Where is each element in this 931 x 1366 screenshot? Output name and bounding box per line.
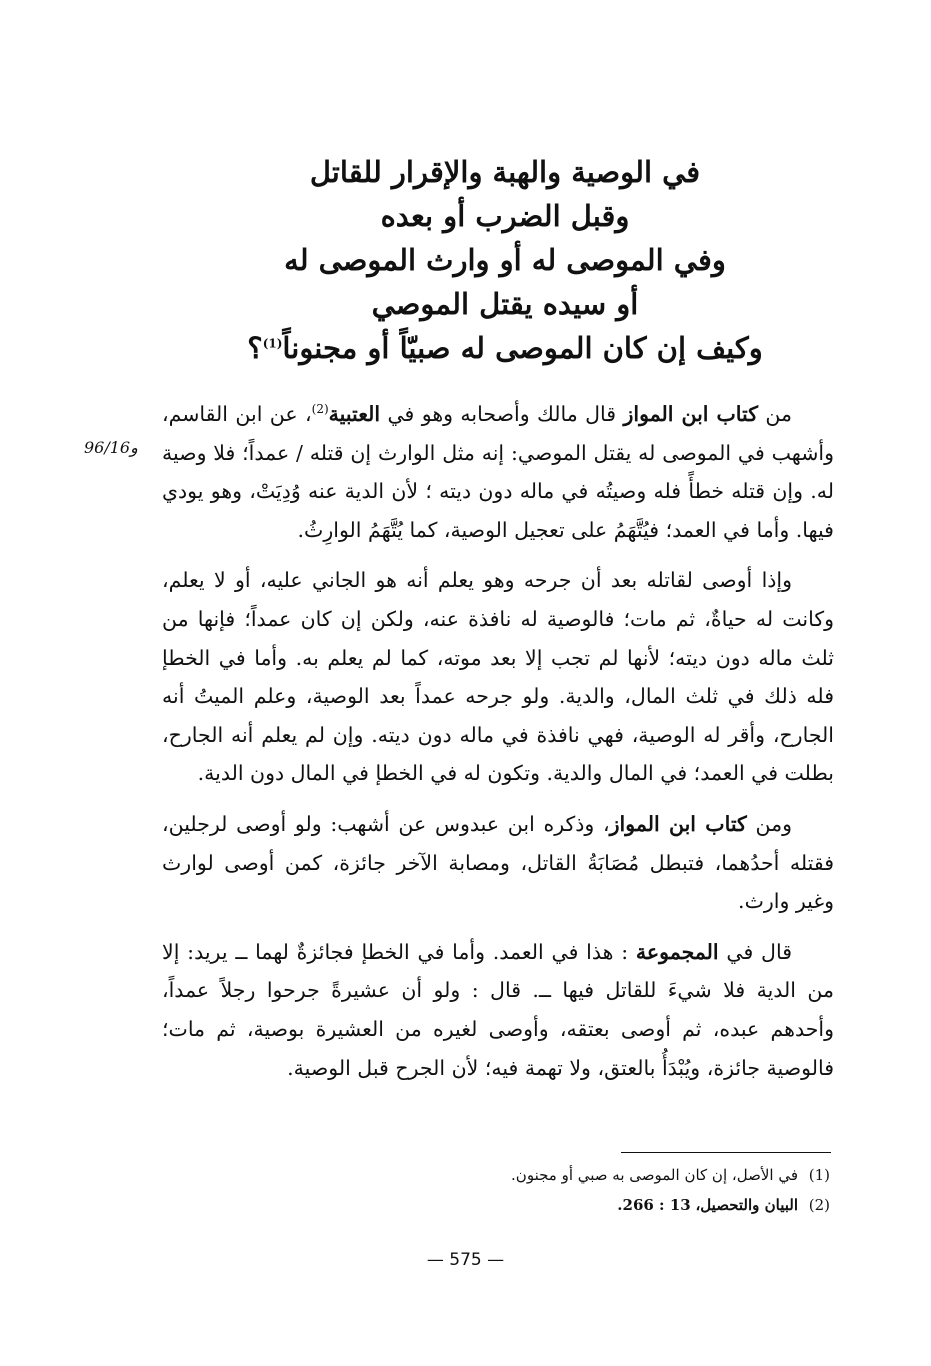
margin-folio-note: 96/16و [84, 438, 138, 457]
title-line-4: أو سيده يقتل الموصي [371, 287, 639, 321]
p4-bold-source: المجموعة [635, 939, 719, 964]
footnote-2 [400, 1190, 830, 1220]
body-text [162, 395, 834, 1099]
footnote-separator [621, 1152, 831, 1153]
p3-bold-source: كتاب ابن المواز [609, 811, 747, 836]
paragraph-2: وإذا أوصى لقاتله بعد أن جرحه وهو يعلم أنه هو الجاني عليه، أو لا يعلم، وكانت له حياةٌ، ثم مات؛ فالوصية له نافذة عنه، ولكن إن كان عمداً؛ فإنها من ثلث ماله دون ديته؛ لأنها لم تجب إلا بعد موته، كما لم يعلم به. وأما في الخطإ فله ذلك في ثلث المال، والدية. ولو جرحه عمداً بعد الوصية، وعلم الميتُ أنه الجارح، وأقر له الوصية، فهي نافذة في ماله دون ديته. وإن لم يعلم أنه الجارح، بطلت في العمد؛ في المال والدية. وتكون له في الخطإ في المال دون الدية. [162, 568, 834, 786]
footnote-2-number: (2) [808, 1196, 830, 1214]
footnote-1-number: (1) [808, 1166, 830, 1184]
title-line-2: وقبل الضرب أو بعده [380, 199, 630, 233]
paragraph-4 [162, 933, 834, 1087]
footnote-2-source: البيان والتحصيل، [695, 1196, 798, 1214]
p4-text-2: : هذا في العمد. وأما في الخطإ فجائزةٌ لهما ــ يريد: إلا من الدية فلا شيءَ للقاتل فيها ــ. قال : ولو أن عشيرةً جرحوا رجلاً عمداً، وأحدهم عبده، ثم أوصى بعتقه، وأوصى لغيره من العشيرة بوصية، ثم مات؛ فالوصية جائزة، ويُبْدَأُ بالعتق، ولا تهمة فيه؛ لأن الجرح قبل الوصية. [162, 939, 834, 1080]
footnote-1-text: في الأصل، إن كان الموصى به صبي أو مجنون. [511, 1166, 798, 1184]
title-line-1: في الوصية والهبة والإقرار للقاتل [309, 155, 701, 189]
paragraph-3 [162, 805, 834, 921]
title-line-3: وفي الموصى له أو وارث الموصى له [284, 243, 726, 277]
p1-text-1: من [765, 402, 792, 426]
footnote-ref-1: (1) [262, 336, 283, 351]
title-question-mark: ؟ [247, 331, 263, 365]
title-line-5-text: وكيف إن كان الموصى له صبيّاً أو مجنوناً [282, 331, 763, 365]
title-line-5 [160, 326, 850, 370]
p3-text-1: ومن [755, 811, 793, 836]
p4-text-1: قال في [726, 939, 792, 964]
footnote-2-text: 13 : 266. [617, 1196, 691, 1214]
p3-text-2: ، وذكره ابن عبدوس عن أشهب: ولو أوصى لرجلين، فقتله أحدُهما، فتبطل مُصَابَةُ القاتل، ومصابة الآخر جائزة، كمن أوصى لوارث وغير وارث. [162, 811, 834, 914]
p1-text-3: ، عن ابن القاسم، وأشهب في الموصى له يقتل الموصي: إنه مثل الوارث إن قتله / عمداً؛ فلا وصية له. وإن قتله خطأً فله وصيتُه في ماله دون ديته ؛ لأن الدية عنه وُدِيَتْ، وهو يودي فيها. وأما في العمد؛ فيُتَّهَمُ على تعجيل الوصية، كما يُتَّهَمُ الوارِثُ. [162, 402, 834, 542]
paragraph-1 [162, 395, 834, 549]
page-number: — 575 — [426, 1250, 505, 1270]
p1-bold-source: كتاب ابن المواز [623, 402, 758, 426]
footnote-ref-2: (2) [311, 402, 329, 417]
footnote-1 [400, 1160, 830, 1190]
p1-text-2: قال مالك وأصحابه وهو في [387, 402, 617, 426]
p1-bold-atabiyya: العتبية [328, 402, 381, 426]
chapter-title [160, 150, 850, 370]
footnotes [400, 1160, 830, 1220]
